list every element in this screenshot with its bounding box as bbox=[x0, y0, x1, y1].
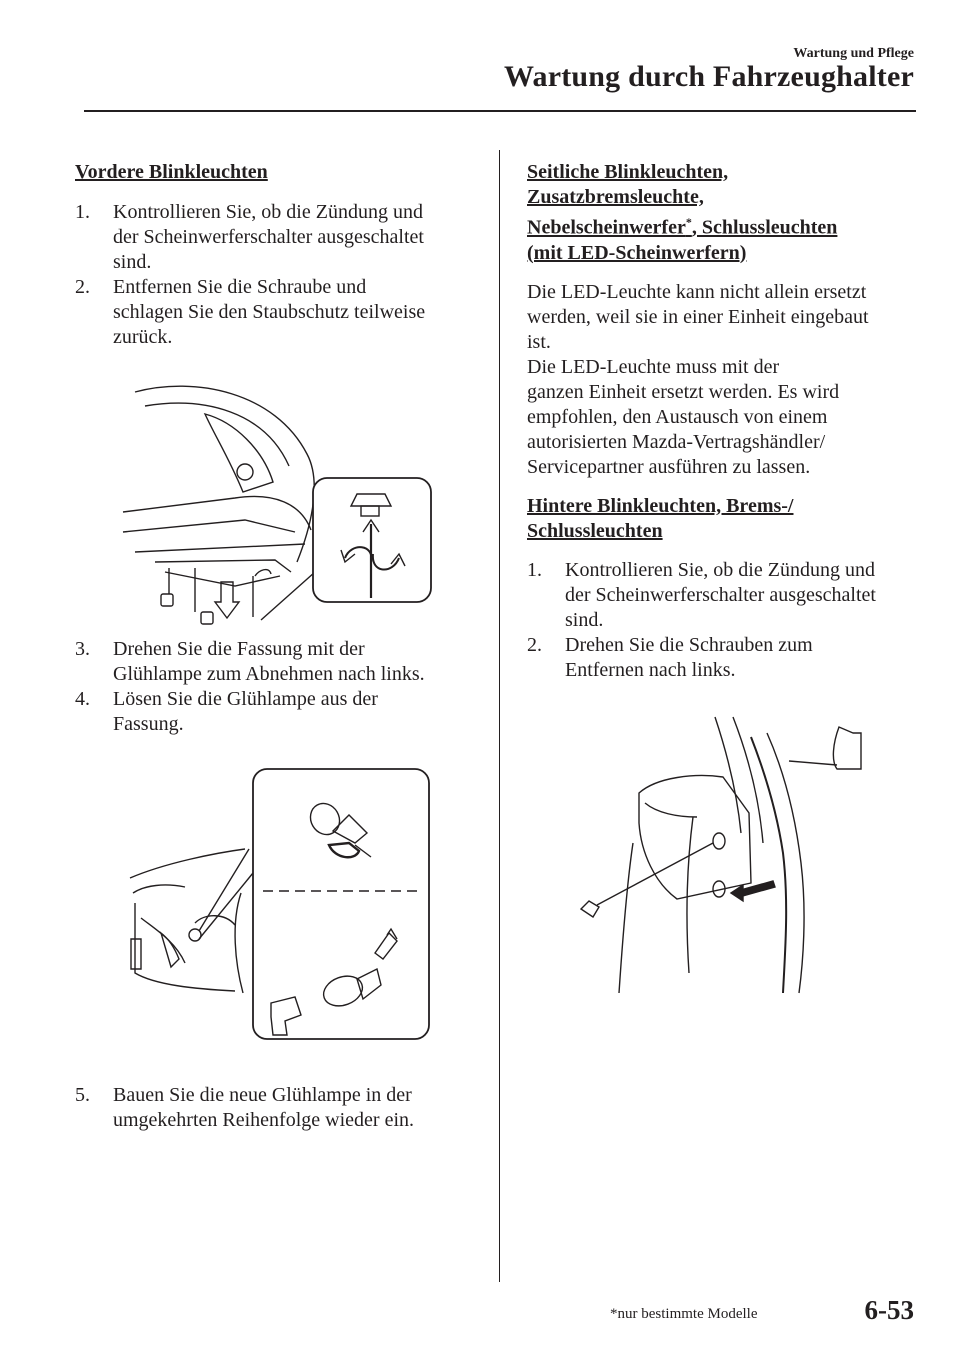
step-number: 2. bbox=[527, 633, 542, 656]
step-item bbox=[75, 1083, 475, 1133]
paragraph-line: Die LED-Leuchte muss mit der bbox=[527, 355, 780, 378]
step-text: sind. bbox=[565, 608, 604, 631]
steps-front-1 bbox=[75, 200, 475, 350]
step-text: Fassung. bbox=[113, 713, 184, 735]
step-text: Bauen Sie die neue Glühlampe in der bbox=[113, 1084, 412, 1106]
step-item bbox=[75, 200, 475, 275]
step-text: Entfernen nach links. bbox=[565, 658, 736, 681]
step-item bbox=[527, 558, 927, 633]
step-text: Drehen Sie die Schrauben zum bbox=[565, 633, 813, 656]
led-notice-paragraph bbox=[527, 280, 927, 480]
paragraph-line: empfohlen, den Austausch von einem bbox=[527, 405, 828, 428]
paragraph-line: werden, weil sie in einer Einheit eingebaut bbox=[527, 305, 869, 328]
heading-rear-lights bbox=[527, 494, 927, 544]
steps-rear bbox=[527, 558, 927, 683]
page-number: 6-53 bbox=[864, 1295, 914, 1325]
step-item bbox=[75, 275, 475, 350]
step-number: 1. bbox=[527, 558, 542, 581]
figure-bumper-screws bbox=[75, 362, 475, 627]
step-text: zurück. bbox=[113, 326, 173, 348]
figure-bulb-socket bbox=[75, 753, 475, 1053]
steps-front-3 bbox=[75, 1083, 475, 1133]
heading-line: , Schlussleuchten bbox=[691, 216, 838, 239]
heading-line: Hintere Blinkleuchten, Brems-/ bbox=[527, 494, 794, 517]
paragraph-line: Die LED-Leuchte kann nicht allein ersetzt bbox=[527, 280, 867, 303]
heading-line: Schlussleuchten bbox=[527, 519, 663, 542]
paragraph-line: autorisierten Mazda-Vertragshändler/ bbox=[527, 430, 826, 453]
column-divider bbox=[499, 150, 500, 1282]
paragraph-line: Servicepartner ausführen zu lassen. bbox=[527, 455, 811, 478]
step-text: der Scheinwerferschalter ausgeschaltet bbox=[113, 226, 424, 248]
step-text: Lösen Sie die Glühlampe aus der bbox=[113, 688, 378, 710]
heading-side-turn-signals bbox=[527, 160, 927, 266]
title-rule bbox=[84, 110, 916, 112]
section-label: Wartung und Pflege bbox=[793, 46, 914, 61]
step-number: 4. bbox=[75, 688, 90, 710]
step-number: 1. bbox=[75, 201, 90, 223]
step-number: 5. bbox=[75, 1084, 90, 1106]
step-text: Kontrollieren Sie, ob die Zündung und bbox=[113, 201, 423, 223]
step-number: 2. bbox=[75, 276, 90, 298]
step-text: sind. bbox=[113, 251, 152, 273]
heading-front-turn-signals: Vordere Blinkleuchten bbox=[75, 161, 268, 183]
steps-front-2 bbox=[75, 637, 475, 737]
step-text: Entfernen Sie die Schraube und bbox=[113, 276, 367, 298]
step-number: 3. bbox=[75, 638, 90, 660]
step-item bbox=[527, 633, 927, 683]
paragraph-line: ist. bbox=[527, 330, 551, 353]
heading-line: Zusatzbremsleuchte, bbox=[527, 186, 704, 208]
step-text: schlagen Sie den Staubschutz teilweise bbox=[113, 301, 426, 323]
heading-line: (mit LED-Scheinwerfern) bbox=[527, 241, 747, 264]
step-text: umgekehrten Reihenfolge wieder ein. bbox=[113, 1109, 414, 1131]
step-text: Glühlampe zum Abnehmen nach links. bbox=[113, 663, 425, 685]
step-item bbox=[75, 687, 475, 737]
detail-inset bbox=[253, 769, 429, 1039]
footnote-optional-models: *nur bestimmte Modelle bbox=[610, 1306, 758, 1322]
step-text: Drehen Sie die Fassung mit der bbox=[113, 638, 365, 660]
page-title: Wartung durch Fahrzeughalter bbox=[503, 60, 914, 93]
right-column bbox=[527, 160, 927, 1013]
step-text: der Scheinwerferschalter ausgeschaltet bbox=[565, 583, 876, 606]
paragraph-line: ganzen Einheit ersetzt werden. Es wird bbox=[527, 380, 840, 403]
heading-line: Seitliche Blinkleuchten, bbox=[527, 161, 729, 183]
heading-line: Nebelscheinwerfer bbox=[527, 216, 686, 239]
figure-rear-lamp-screws bbox=[527, 713, 927, 1013]
asterisk-footnote-mark: * bbox=[685, 215, 692, 229]
left-column bbox=[75, 160, 475, 1133]
step-item bbox=[75, 637, 475, 687]
step-text: Kontrollieren Sie, ob die Zündung und bbox=[565, 558, 875, 581]
